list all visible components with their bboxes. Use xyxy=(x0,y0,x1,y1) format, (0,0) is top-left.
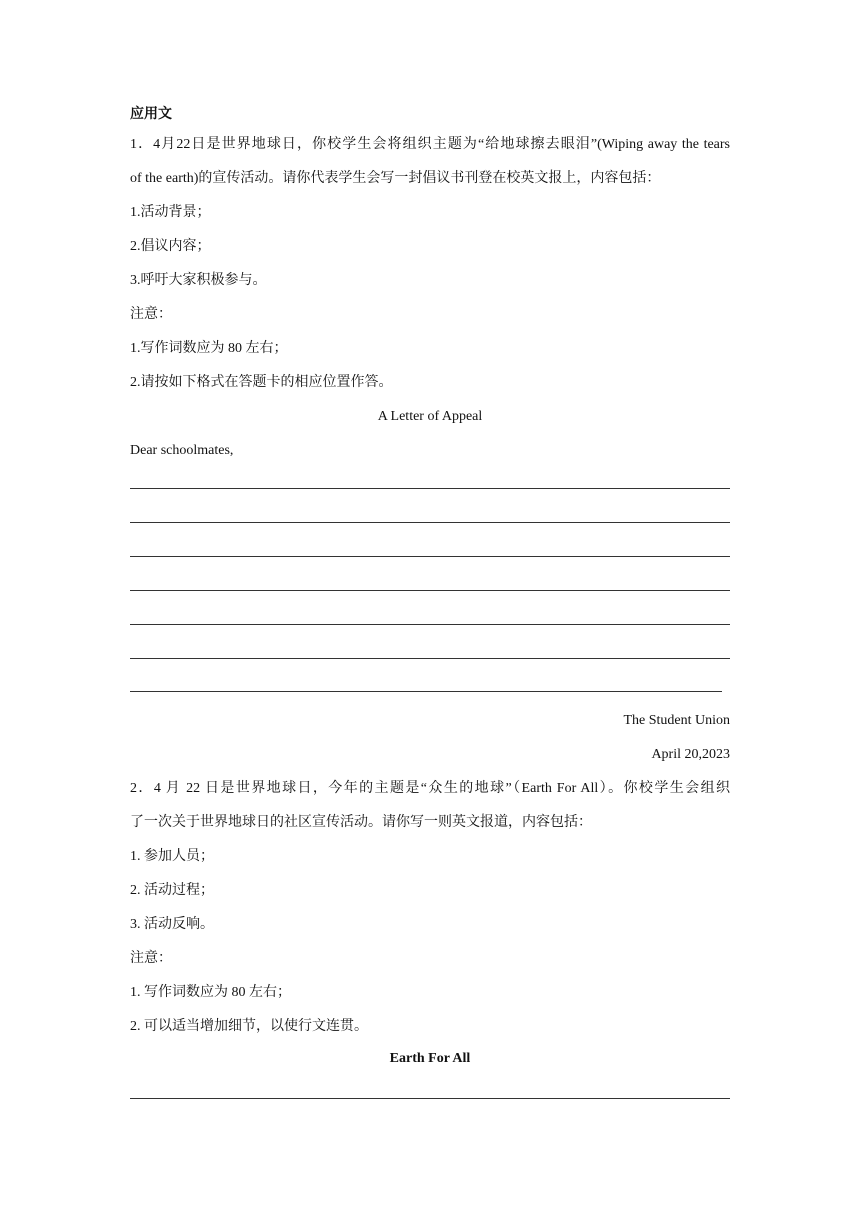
section-title: 应用文 xyxy=(130,107,172,122)
task1-note-1: 1.写作词数应为 80 左右； xyxy=(130,341,288,356)
task2-prompt-line2: 了一次关于世界地球日的社区宣传活动。请你写一则英文报道，内容包括： xyxy=(130,815,592,830)
answer-line xyxy=(130,522,730,523)
letter-signature: The Student Union xyxy=(623,713,730,728)
answer-line xyxy=(130,658,730,659)
task2-note-2: 2. 可以适当增加细节，以使行文连贯。 xyxy=(130,1019,368,1034)
task1-prompt-line2: of the earth)的宣传活动。请你代表学生会写一封倡议书刊登在校英文报上，内容包括： xyxy=(130,171,661,186)
essay-title: Earth For All xyxy=(389,1051,471,1066)
task2-note-1: 1. 写作词数应为 80 左右； xyxy=(130,985,291,1000)
answer-line xyxy=(130,488,730,489)
letter-greeting: Dear schoolmates, xyxy=(130,443,234,458)
letter-date: April 20,2023 xyxy=(651,747,730,762)
task1-point-1: 1.活动背景； xyxy=(130,205,211,220)
task1-note-2: 2.请按如下格式在答题卡的相应位置作答。 xyxy=(130,375,393,390)
answer-line xyxy=(130,556,730,557)
task1-point-2: 2.倡议内容； xyxy=(130,239,211,254)
task1-point-3: 3.呼吁大家积极参与。 xyxy=(130,273,267,288)
task1-note-label: 注意： xyxy=(130,307,172,322)
answer-line xyxy=(130,624,730,625)
task1-prompt-line1: 1．4月22日是世界地球日，你校学生会将组织主题为“给地球擦去眼泪”(Wiping away the tears xyxy=(130,137,730,152)
task2-point-1: 1. 参加人员； xyxy=(130,849,214,864)
answer-line xyxy=(130,1098,730,1099)
task2-prompt-line1: 2．4 月 22 日是世界地球日，今年的主题是“众生的地球”（Earth For All）。你校学生会组织 xyxy=(130,781,730,796)
task2-note-label: 注意： xyxy=(130,951,172,966)
letter-title: A Letter of Appeal xyxy=(377,409,483,424)
answer-line xyxy=(130,590,730,591)
task2-point-2: 2. 活动过程； xyxy=(130,883,214,898)
answer-line xyxy=(130,691,722,692)
task2-point-3: 3. 活动反响。 xyxy=(130,917,214,932)
